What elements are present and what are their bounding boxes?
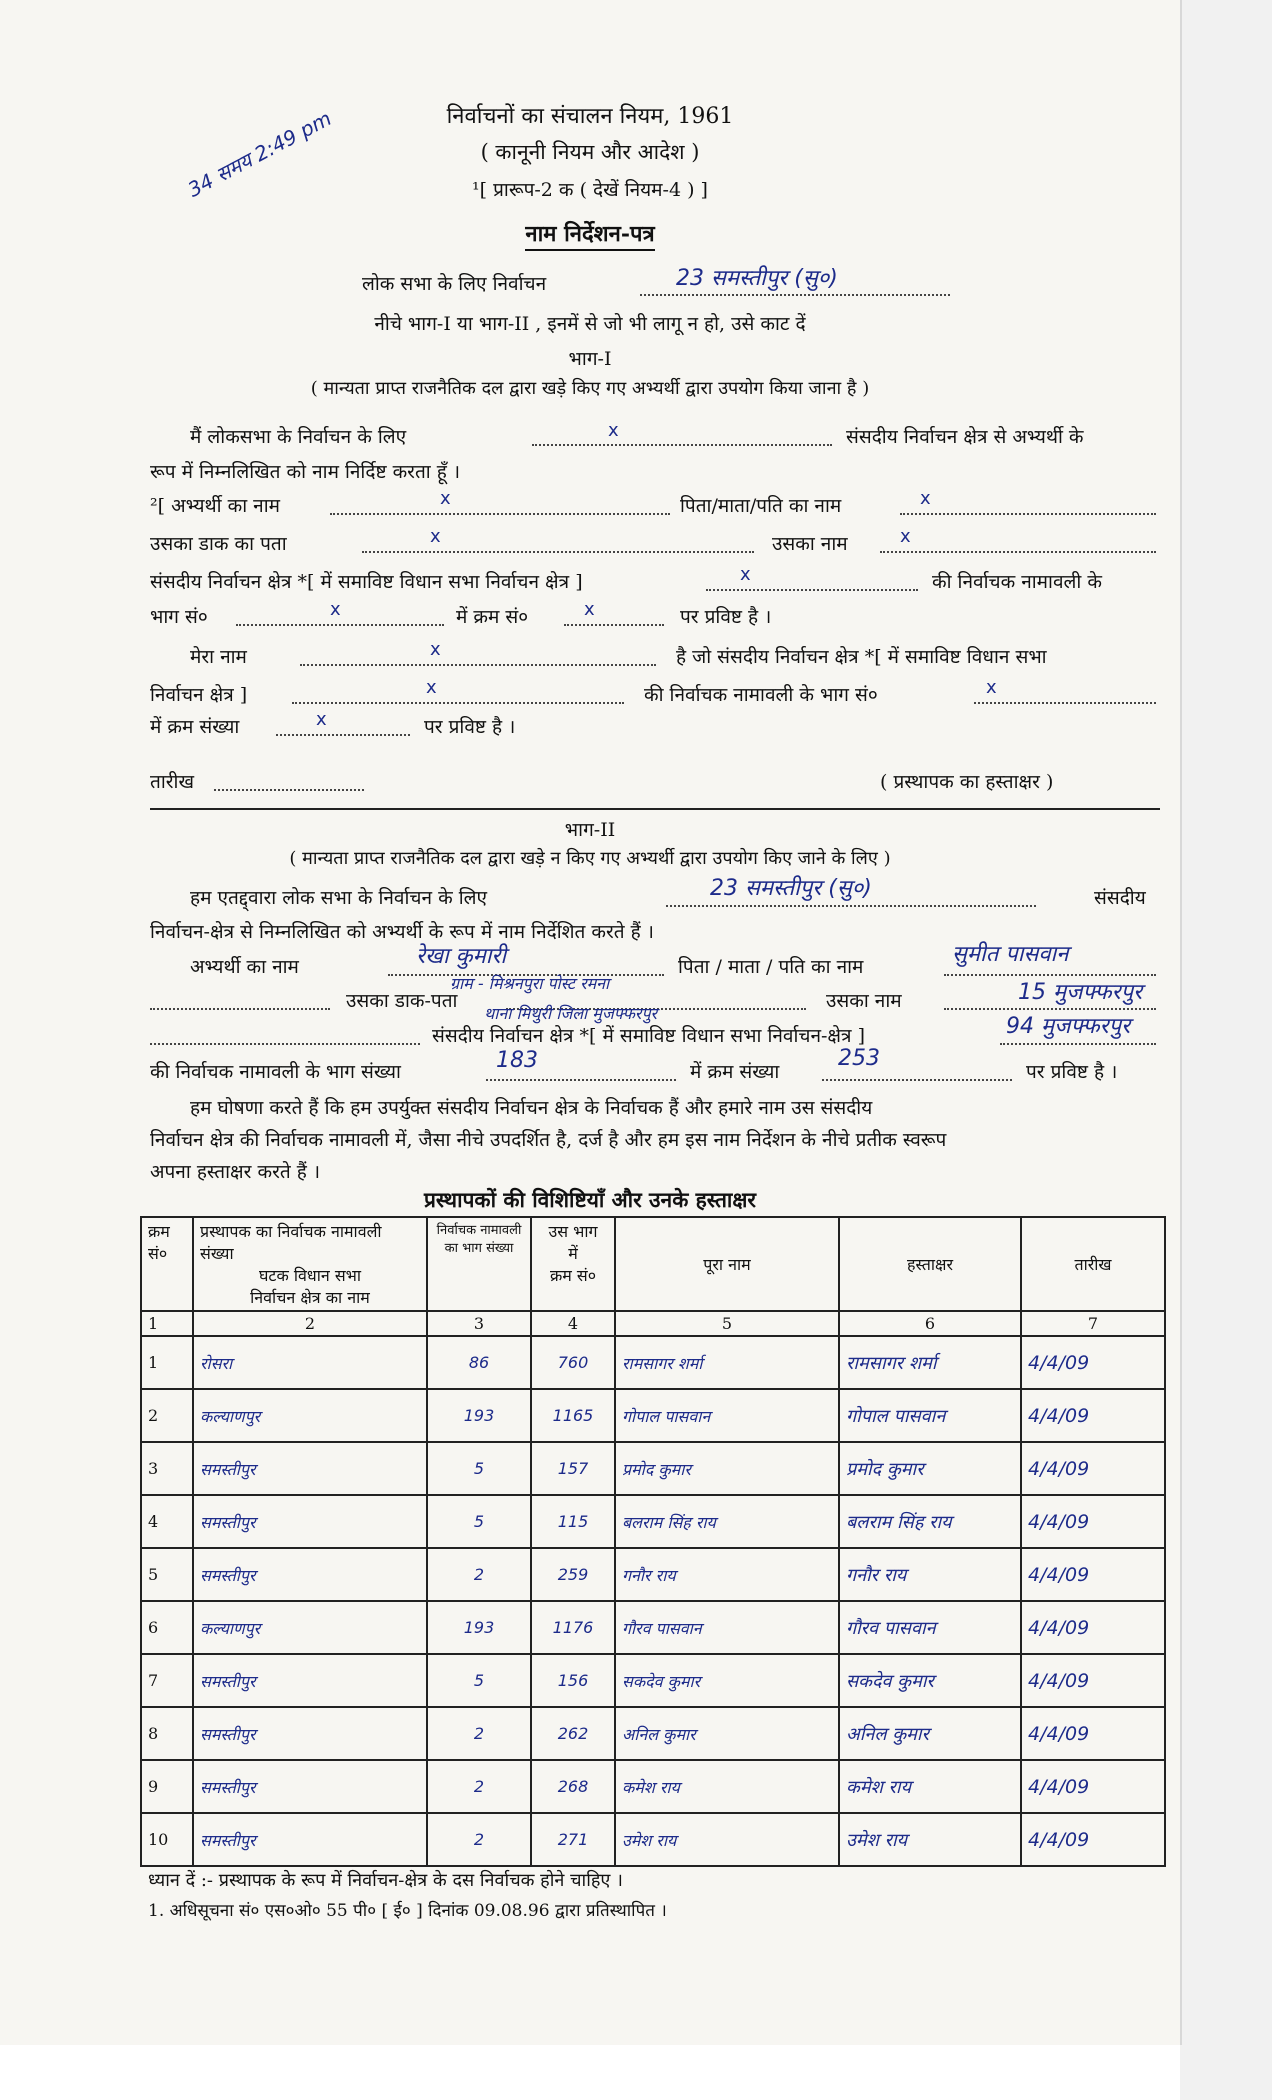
header-part-serial-line2: में	[568, 1244, 578, 1263]
row-constituency: समस्तीपुर	[193, 1442, 427, 1495]
roll-part-value: 183	[496, 1048, 538, 1073]
part1-address-label: उसका डाक का पता	[150, 533, 287, 555]
declaration-line2: निर्वाचन क्षेत्र की निर्वाचक नामावली में, जैसा नीचे उपदर्शित है, दर्ज है और हम इस नाम निर्देशन के नीचे प्रतीक स्वरूप	[150, 1129, 947, 1151]
dotted-line	[292, 702, 624, 704]
col-number: 4	[531, 1311, 615, 1336]
row-constituency: समस्तीपुर	[193, 1707, 427, 1760]
declaration-line1: हम घोषणा करते हैं कि हम उपर्युक्त संसदीय निर्वाचन क्षेत्र के निर्वाचक हैं और हमारे नाम उस संसदीय	[190, 1097, 873, 1119]
row-part: 193	[427, 1389, 531, 1442]
address-value-line1: ग्राम - मिश्रनपुरा पोस्ट रमना	[450, 974, 610, 993]
part1-parent-label: पिता/माता/पति का नाम	[680, 495, 842, 517]
header-constituency-line2: घटक विधान सभा	[258, 1266, 362, 1285]
strike-mark: x	[986, 677, 997, 698]
dotted-line	[362, 551, 754, 553]
row-full-name: गोपाल पासवान	[615, 1389, 839, 1442]
row-part: 2	[427, 1707, 531, 1760]
declaration-line3: अपना हस्ताक्षर करते हैं ।	[150, 1161, 321, 1183]
row-full-name: बलराम सिंह राय	[615, 1495, 839, 1548]
row-full-name: रामसागर शर्मा	[615, 1336, 839, 1389]
row-date: 4/4/09	[1021, 1707, 1165, 1760]
strike-mark: x	[608, 420, 619, 441]
row-constituency: कल्याणपुर	[193, 1389, 427, 1442]
table-row	[141, 1707, 1165, 1760]
part1-candidate-label: ²[ अभ्यर्थी का नाम	[150, 495, 280, 517]
election-dotted-line	[640, 294, 950, 296]
proposers-table	[140, 1216, 1166, 1867]
col-number: 7	[1021, 1311, 1165, 1336]
row-signature: बलराम सिंह राय	[839, 1495, 1021, 1548]
candidate-name-value: रेखा कुमारी	[416, 944, 507, 969]
part2-line1-end: संसदीय	[1094, 887, 1146, 909]
row-serial: 8	[141, 1707, 193, 1760]
table-row	[141, 1760, 1165, 1813]
table-header-row	[141, 1217, 1165, 1311]
row-serial: 1	[141, 1336, 193, 1389]
part2-line2: निर्वाचन-क्षेत्र से निम्नलिखित को अभ्यर्थी के रूप में नाम निर्देशित करते हैं ।	[150, 921, 654, 943]
dotted-line	[706, 589, 918, 591]
row-constituency: कल्याणपुर	[193, 1601, 427, 1654]
form-reference: ¹[ प्रारूप-2 क ( देखें नियम-4 ) ]	[472, 179, 708, 201]
header-roll-part-line2: का भाग संख्या	[444, 1241, 514, 1256]
col-number: 1	[141, 1311, 193, 1336]
row-constituency: समस्तीपुर	[193, 1813, 427, 1866]
dotted-line	[300, 664, 656, 666]
strike-mark: x	[740, 564, 751, 585]
row-signature: प्रमोद कुमार	[839, 1442, 1021, 1495]
part1-constituency-label: संसदीय निर्वाचन क्षेत्र *[ में समाविष्ट विधान सभा निर्वाचन क्षेत्र ]	[150, 571, 583, 593]
row-serial: 3	[141, 1442, 193, 1495]
dotted-line	[822, 1079, 1012, 1081]
row-part: 2	[427, 1760, 531, 1813]
strike-mark: x	[920, 488, 931, 509]
col-number: 3	[427, 1311, 531, 1336]
row-serial-no: 156	[531, 1654, 615, 1707]
header-part-serial	[531, 1217, 615, 1311]
part2-constituency-label: संसदीय निर्वाचन क्षेत्र *[ में समाविष्ट विधान सभा निर्वाचन-क्षेत्र ]	[432, 1025, 865, 1047]
row-date: 4/4/09	[1021, 1813, 1165, 1866]
row-serial: 9	[141, 1760, 193, 1813]
row-signature: सकदेव कुमार	[839, 1654, 1021, 1707]
dotted-line	[150, 1043, 420, 1045]
background-page-edge	[1180, 0, 1272, 2100]
election-value: 23 समस्तीपुर (सु०)	[676, 266, 838, 291]
dotted-line	[532, 444, 832, 446]
strike-mark: x	[430, 639, 441, 660]
row-serial: 5	[141, 1548, 193, 1601]
footer-note: ध्यान दें :- प्रस्थापक के रूप में निर्वाचन-क्षेत्र के दस निर्वाचक होने चाहिए ।	[148, 1870, 623, 1891]
part2-roll-part-label: की निर्वाचक नामावली के भाग संख्या	[150, 1061, 401, 1083]
col-number: 6	[839, 1311, 1021, 1336]
strike-mark: x	[440, 488, 451, 509]
part2-line1-start: हम एतद्द्वारा लोक सभा के निर्वाचन के लिए	[190, 887, 488, 909]
part1-roll-part-label: की निर्वाचक नामावली के भाग सं०	[644, 684, 878, 706]
rules-subtitle: ( कानूनी नियम और आदेश )	[480, 140, 700, 164]
strike-mark: x	[430, 526, 441, 547]
row-serial-no: 268	[531, 1760, 615, 1813]
row-part: 5	[427, 1654, 531, 1707]
dotted-line	[666, 905, 1036, 907]
row-signature: कमेश राय	[839, 1760, 1021, 1813]
row-serial: 7	[141, 1654, 193, 1707]
part1-line1-end: संसदीय निर्वाचन क्षेत्र से अभ्यर्थी के	[846, 426, 1084, 448]
strike-mark: x	[316, 709, 327, 730]
dotted-line	[276, 734, 410, 736]
row-date: 4/4/09	[1021, 1601, 1165, 1654]
table-row	[141, 1654, 1165, 1707]
row-serial: 6	[141, 1601, 193, 1654]
row-part: 5	[427, 1442, 531, 1495]
row-serial-no: 271	[531, 1813, 615, 1866]
row-date: 4/4/09	[1021, 1760, 1165, 1813]
part1-roll-label: की निर्वाचक नामावली के	[932, 571, 1102, 593]
header-signature: हस्ताक्षर	[839, 1217, 1021, 1311]
serial-value: 253	[838, 1046, 880, 1071]
column-number-row	[141, 1311, 1165, 1336]
row-full-name: गौरव पासवान	[615, 1601, 839, 1654]
row-part: 5	[427, 1495, 531, 1548]
row-signature: रामसागर शर्मा	[839, 1336, 1021, 1389]
part1-line2: रूप में निम्नलिखित को नाम निर्दिष्ट करता हूँ ।	[150, 461, 461, 483]
constituency-value: 94 मुजफ्फरपुर	[1006, 1014, 1131, 1039]
header-constituency	[193, 1217, 427, 1311]
row-full-name: सकदेव कुमार	[615, 1654, 839, 1707]
row-full-name: अनिल कुमार	[615, 1707, 839, 1760]
header-part-serial-line1: उस भाग	[548, 1222, 598, 1241]
part2-address-label: उसका डाक-पता	[346, 990, 458, 1012]
dotted-line	[236, 624, 444, 626]
strike-mark: x	[330, 599, 341, 620]
parent-name-value: सुमीत पासवान	[952, 942, 1069, 967]
section-divider	[150, 808, 1160, 810]
part1-constituency2-label: निर्वाचन क्षेत्र ]	[150, 684, 248, 706]
row-constituency: समस्तीपुर	[193, 1495, 427, 1548]
part1-part-no-label: भाग सं०	[150, 606, 208, 628]
row-full-name: प्रमोद कुमार	[615, 1442, 839, 1495]
col-number: 2	[193, 1311, 427, 1336]
part1-subheading: ( मान्यता प्राप्त राजनैतिक दल द्वारा खड़े किए गए अभ्यर्थी द्वारा उपयोग किया जाना है )	[310, 378, 870, 399]
row-serial-no: 157	[531, 1442, 615, 1495]
dotted-line	[150, 1008, 330, 1010]
dotted-line	[1000, 1043, 1156, 1045]
address-value-line2: थाना मिथुरी जिला मुजफ्फरपुर	[484, 1004, 658, 1023]
row-part: 193	[427, 1601, 531, 1654]
row-constituency: समस्तीपुर	[193, 1654, 427, 1707]
rules-title: निर्वाचनों का संचालन नियम, 1961	[446, 104, 734, 129]
election-prefix: लोक सभा के लिए निर्वाचन	[362, 273, 547, 295]
row-part: 86	[427, 1336, 531, 1389]
row-signature: गनौर राय	[839, 1548, 1021, 1601]
row-serial: 4	[141, 1495, 193, 1548]
row-constituency: समस्तीपुर	[193, 1760, 427, 1813]
row-date: 4/4/09	[1021, 1548, 1165, 1601]
strike-mark: x	[584, 599, 595, 620]
part1-serial-label: में क्रम सं०	[456, 606, 529, 628]
footer-footnote: 1. अधिसूचना सं० एस०ओ० 55 पी० [ ई० ] दिनांक 09.08.96 द्वारा प्रतिस्थापित ।	[148, 1901, 667, 1921]
table-row	[141, 1601, 1165, 1654]
part2-his-name-label: उसका नाम	[826, 990, 902, 1012]
part2-heading: भाग-II	[564, 819, 616, 841]
part2-candidate-label: अभ्यर्थी का नाम	[190, 956, 299, 978]
strike-mark: x	[900, 526, 911, 547]
dotted-line	[564, 624, 664, 626]
part1-serial2-label: में क्रम संख्या	[150, 716, 240, 738]
row-signature: गोपाल पासवान	[839, 1389, 1021, 1442]
row-serial-no: 1176	[531, 1601, 615, 1654]
table-row	[141, 1389, 1165, 1442]
row-serial: 10	[141, 1813, 193, 1866]
dotted-line	[330, 513, 670, 515]
row-date: 4/4/09	[1021, 1495, 1165, 1548]
table-row	[141, 1548, 1165, 1601]
part2-election-value: 23 समस्तीपुर (सु०)	[710, 876, 872, 901]
dotted-line	[900, 513, 1156, 515]
part1-date-label: तारीख	[150, 771, 194, 793]
part1-entered2: पर प्रविष्ट है ।	[424, 716, 516, 738]
row-date: 4/4/09	[1021, 1389, 1165, 1442]
header-full-name: पूरा नाम	[615, 1217, 839, 1311]
col-number: 5	[615, 1311, 839, 1336]
date-dotted-line	[214, 789, 364, 791]
table-row	[141, 1813, 1165, 1866]
part2-subheading: ( मान्यता प्राप्त राजनैतिक दल द्वारा खड़े न किए गए अभ्यर्थी द्वारा उपयोग किए जाने के लिए )	[289, 848, 891, 869]
dotted-line	[974, 702, 1156, 704]
header-part-serial-line3: क्रम सं०	[549, 1266, 597, 1285]
row-full-name: गनौर राय	[615, 1548, 839, 1601]
part2-serial-label: में क्रम संख्या	[690, 1061, 780, 1083]
row-serial-no: 259	[531, 1548, 615, 1601]
row-date: 4/4/09	[1021, 1336, 1165, 1389]
row-serial: 2	[141, 1389, 193, 1442]
row-serial-no: 1165	[531, 1389, 615, 1442]
header-date: तारीख	[1021, 1217, 1165, 1311]
part1-my-name-label: मेरा नाम	[190, 646, 247, 668]
part1-his-name-label: उसका नाम	[772, 533, 848, 555]
row-date: 4/4/09	[1021, 1654, 1165, 1707]
row-serial-no: 262	[531, 1707, 615, 1760]
row-part: 2	[427, 1813, 531, 1866]
strike-instruction: नीचे भाग-I या भाग-II , इनमें से जो भी लागू न हो, उसे काट दें	[374, 313, 806, 335]
part1-entered: पर प्रविष्ट है ।	[680, 606, 772, 628]
header-roll-part-line1: निर्वाचक नामावली	[436, 1223, 522, 1238]
handwritten-receipt-note: 34 समय 2:49 pm	[183, 106, 336, 202]
part2-parent-label: पिता / माता / पति का नाम	[678, 956, 864, 978]
part1-heading: भाग-I	[568, 348, 612, 370]
row-constituency: रोसरा	[193, 1336, 427, 1389]
row-date: 4/4/09	[1021, 1442, 1165, 1495]
dotted-line	[486, 1079, 676, 1081]
row-signature: अनिल कुमार	[839, 1707, 1021, 1760]
table-row	[141, 1495, 1165, 1548]
proposers-table-title: प्रस्थापकों की विशिष्टियाँ और उनके हस्ताक्षर	[423, 1187, 757, 1212]
row-full-name: कमेश राय	[615, 1760, 839, 1813]
his-name-value: 15 मुजफ्फरपुर	[1018, 980, 1143, 1005]
row-full-name: उमेश राय	[615, 1813, 839, 1866]
row-constituency: समस्तीपुर	[193, 1548, 427, 1601]
header-serial: क्रम सं०	[141, 1217, 193, 1311]
dotted-line	[880, 551, 1156, 553]
header-roll-part	[427, 1217, 531, 1311]
row-serial-no: 115	[531, 1495, 615, 1548]
row-signature: गौरव पासवान	[839, 1601, 1021, 1654]
strike-mark: x	[426, 677, 437, 698]
row-serial-no: 760	[531, 1336, 615, 1389]
row-part: 2	[427, 1548, 531, 1601]
table-row	[141, 1336, 1165, 1389]
part1-line1-start: मैं लोकसभा के निर्वाचन के लिए	[190, 426, 407, 448]
document-title: नाम निर्देशन-पत्र	[0, 218, 1180, 248]
part1-my-name-tail: है जो संसदीय निर्वाचन क्षेत्र *[ में समाविष्ट विधान सभा	[676, 646, 1047, 668]
part2-entered: पर प्रविष्ट है ।	[1026, 1061, 1118, 1083]
header-constituency-line1: प्रस्थापक का निर्वाचक नामावली संख्या	[200, 1222, 382, 1263]
table-row	[141, 1442, 1165, 1495]
header-constituency-line3: निर्वाचन क्षेत्र का नाम	[250, 1288, 370, 1307]
part1-proposer-sign: ( प्रस्थापक का हस्ताक्षर )	[880, 771, 1054, 793]
row-signature: उमेश राय	[839, 1813, 1021, 1866]
